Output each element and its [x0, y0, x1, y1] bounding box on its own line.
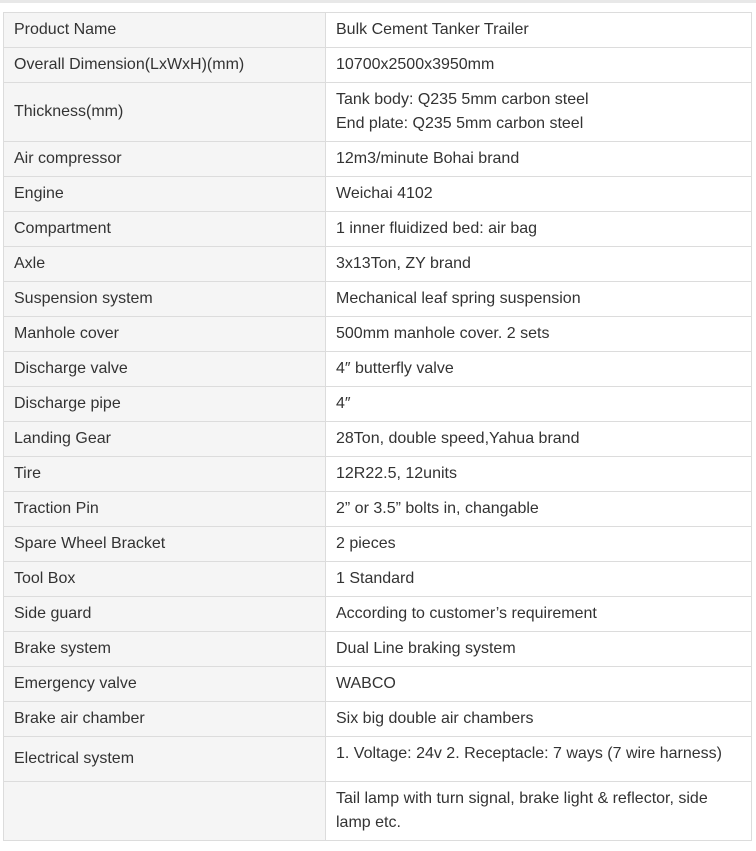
- table-row: [4, 83, 752, 142]
- table-row: [4, 597, 752, 632]
- spec-value-line: 4″: [336, 395, 351, 412]
- spec-value-line: Bulk Cement Tanker Trailer: [336, 21, 529, 38]
- spec-value-line: End plate: Q235 5mm carbon steel: [336, 115, 584, 132]
- spec-key-cell: Spare Wheel Bracket: [4, 527, 326, 562]
- table-row: [4, 247, 752, 282]
- spec-key-cell: Brake system: [4, 632, 326, 667]
- spec-value-cell: [326, 667, 752, 702]
- spec-value-line: 2 pieces: [336, 535, 396, 552]
- spec-value-cell: [326, 737, 752, 782]
- table-row: [4, 317, 752, 352]
- spec-value-cell: [326, 142, 752, 177]
- spec-value-line: Tail lamp with turn signal, brake light & reflector, side lamp etc.: [336, 790, 708, 831]
- spec-value-cell: [326, 702, 752, 737]
- spec-key-cell: Manhole cover: [4, 317, 326, 352]
- table-row: [4, 667, 752, 702]
- spec-value-line: Six big double air chambers: [336, 710, 534, 727]
- table-row: [4, 527, 752, 562]
- table-row: [4, 562, 752, 597]
- spec-key-cell: Tire: [4, 457, 326, 492]
- spec-key-cell: Landing Gear: [4, 422, 326, 457]
- table-row: [4, 782, 752, 841]
- spec-key-cell: [4, 782, 326, 841]
- page-top-border: [0, 0, 756, 3]
- spec-value-line: 12R22.5, 12units: [336, 465, 457, 482]
- spec-value-line: 3x13Ton, ZY brand: [336, 255, 471, 272]
- spec-table: [3, 12, 752, 841]
- spec-value-line: 500mm manhole cover. 2 sets: [336, 325, 550, 342]
- spec-value-cell: [326, 317, 752, 352]
- spec-value-cell: [326, 352, 752, 387]
- table-row: [4, 492, 752, 527]
- spec-key-cell: Discharge pipe: [4, 387, 326, 422]
- spec-value-line: 12m3/minute Bohai brand: [336, 150, 520, 167]
- spec-value-line: Weichai 4102: [336, 185, 433, 202]
- spec-value-cell: [326, 13, 752, 48]
- spec-key-cell: Engine: [4, 177, 326, 212]
- table-row: [4, 177, 752, 212]
- spec-key-cell: Compartment: [4, 212, 326, 247]
- table-row: [4, 352, 752, 387]
- spec-value-cell: [326, 422, 752, 457]
- spec-value-cell: [326, 282, 752, 317]
- spec-value-line: 1 inner fluidized bed: air bag: [336, 220, 538, 237]
- spec-key-cell: Electrical system: [4, 737, 326, 782]
- spec-key-cell: Overall Dimension(LxWxH)(mm): [4, 48, 326, 83]
- spec-value-cell: [326, 212, 752, 247]
- spec-value-cell: [326, 527, 752, 562]
- spec-key-cell: Emergency valve: [4, 667, 326, 702]
- spec-key-cell: Thickness(mm): [4, 83, 326, 142]
- spec-value-cell: [326, 83, 752, 142]
- spec-value-line: Tank body: Q235 5mm carbon steel: [336, 91, 589, 108]
- spec-value-cell: [326, 177, 752, 212]
- table-row: [4, 212, 752, 247]
- table-row: [4, 282, 752, 317]
- spec-value-line: Mechanical leaf spring suspension: [336, 290, 581, 307]
- spec-value-cell: [326, 457, 752, 492]
- spec-value-cell: [326, 562, 752, 597]
- spec-value-cell: [326, 387, 752, 422]
- spec-value-line: WABCO: [336, 675, 396, 692]
- spec-value-line: 28Ton, double speed,Yahua brand: [336, 430, 580, 447]
- spec-value-line: According to customer’s requirement: [336, 605, 597, 622]
- spec-value-line: Dual Line braking system: [336, 640, 516, 657]
- spec-value-cell: [326, 597, 752, 632]
- spec-value-cell: [326, 492, 752, 527]
- spec-key-cell: Product Name: [4, 13, 326, 48]
- spec-value-line: 4″ butterfly valve: [336, 360, 454, 377]
- table-row: [4, 13, 752, 48]
- spec-key-cell: Discharge valve: [4, 352, 326, 387]
- spec-key-cell: Tool Box: [4, 562, 326, 597]
- spec-key-cell: Air compressor: [4, 142, 326, 177]
- table-row: [4, 387, 752, 422]
- spec-key-cell: Traction Pin: [4, 492, 326, 527]
- table-row: [4, 702, 752, 737]
- spec-key-cell: Suspension system: [4, 282, 326, 317]
- table-row: [4, 422, 752, 457]
- spec-value-cell: [326, 247, 752, 282]
- table-row: [4, 48, 752, 83]
- spec-value-line: 2” or 3.5” bolts in, changable: [336, 500, 539, 517]
- spec-key-cell: Side guard: [4, 597, 326, 632]
- spec-key-cell: Brake air chamber: [4, 702, 326, 737]
- table-row: [4, 457, 752, 492]
- table-row: [4, 737, 752, 782]
- table-row: [4, 142, 752, 177]
- spec-value-line: 10700x2500x3950mm: [336, 56, 495, 73]
- spec-value-cell: [326, 782, 752, 841]
- spec-key-cell: Axle: [4, 247, 326, 282]
- spec-table-body: [4, 13, 752, 841]
- spec-value-line: 1 Standard: [336, 570, 415, 587]
- spec-value-line: 1. Voltage: 24v 2. Receptacle: 7 ways (7 wire harness): [336, 745, 722, 762]
- table-row: [4, 632, 752, 667]
- spec-value-cell: [326, 632, 752, 667]
- spec-value-cell: [326, 48, 752, 83]
